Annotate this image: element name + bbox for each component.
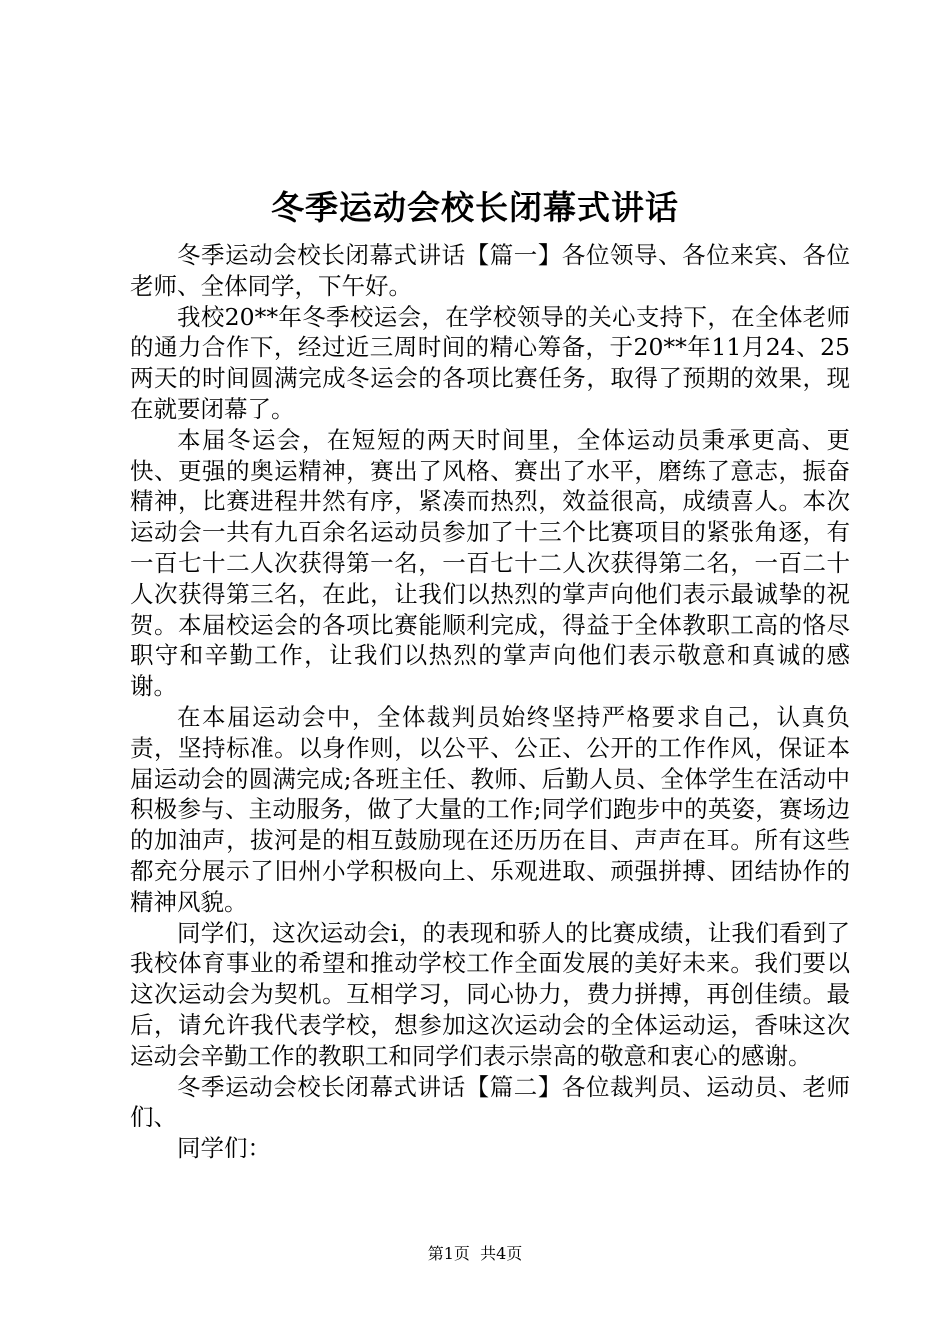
document-title: 冬季运动会校长闭幕式讲话 [271,188,679,227]
paragraph-2: 我校20**年冬季校运会，在学校领导的关心支持下，在全体老师的通力合作下，经过近三周时间的精心筹备，于20**年11月24、25两天的时间圆满完成冬运会的各项比赛任务，取得了预期的效果，现在就要闭幕了。 [130,302,850,423]
paragraph-4: 在本届运动会中，全体裁判员始终坚持严格要求自己，认真负责，坚持标准。以身作则，以公平、公正、公开的工作作风，保证本届运动会的圆满完成;各班主任、教师、后勤人员、全体学生在活动中积极参与、主动服务，做了大量的工作;同学们跑步中的英姿，赛场边的加油声，拔河是的相互鼓励现在还历历在目、声声在耳。所有这些都充分展示了旧州小学积极向上、乐观进取、顽强拼搏、团结协作的精神风貌。 [130,702,850,916]
paragraph-1: 冬季运动会校长闭幕式讲话【篇一】各位领导、各位来宾、各位老师、全体同学，下午好。 [130,241,850,300]
page-number: 第1页 [427,1244,470,1263]
paragraph-7: 同学们： [177,1134,271,1163]
paragraph-3: 本届冬运会，在短短的两天时间里，全体运动员秉承更高、更快、更强的奥运精神，赛出了风格、赛出了水平，磨练了意志，振奋精神，比赛进程井然有序，紧凑而热烈，效益很高，成绩喜人。本次运动会一共有九百余名运动员参加了十三个比赛项目的紧张角逐，有一百七十二人次获得第一名，一百七十二人次获得第二名，一百二十人次获得第三名，在此，让我们以热烈的掌声向他们表示最诚挚的祝贺。本届校运会的各项比赛能顺利完成，得益于全体教职工高的恪尽职守和辛勤工作，让我们以热烈的掌声向他们表示敬意和真诚的感谢。 [130,425,850,701]
page-total: 共4页 [480,1244,523,1263]
page-footer [0,1243,950,1265]
document-body [130,240,850,1164]
paragraph-6: 冬季运动会校长闭幕式讲话【篇二】各位裁判员、运动员、老师们、 [130,1072,850,1132]
paragraph-5: 同学们，这次运动会i，的表现和骄人的比赛成绩，让我们看到了我校体育事业的希望和推动学校工作全面发展的美好未来。我们要以这次运动会为契机。互相学习，同心协力，费力拼搏，再创佳绩。最后，请允许我代表学校，想参加这次运动会的全体运动运，香味这次运动会辛勤工作的教职工和同学们表示崇高的敬意和衷心的感谢。 [130,918,850,1070]
